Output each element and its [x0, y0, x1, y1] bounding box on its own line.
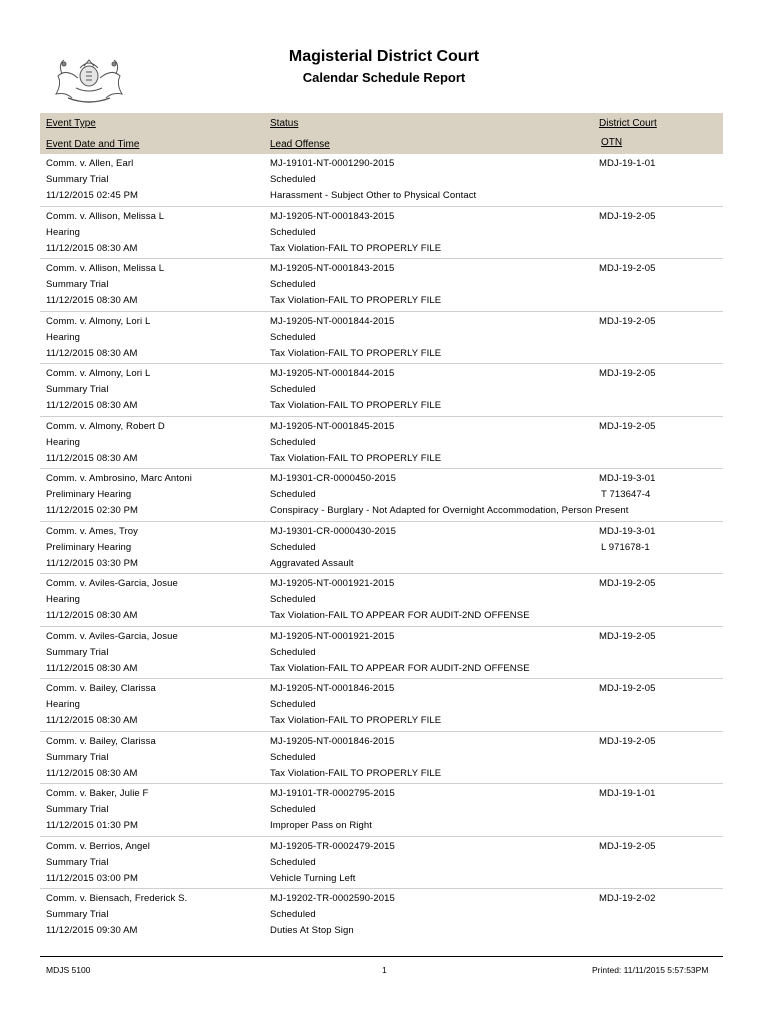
- record-row: [40, 836, 723, 888]
- record-docket: MJ-19205-NT-0001921-2015: [270, 578, 395, 589]
- record-event-type: Summary Trial: [46, 646, 109, 658]
- record-lead-offense: Improper Pass on Right: [270, 820, 372, 831]
- record-row: [40, 783, 723, 835]
- record-event-type: Hearing: [46, 331, 80, 343]
- record-caption: Comm. v. Biensach, Frederick S.: [46, 893, 188, 904]
- record-district-court: MDJ-19-2-05: [599, 420, 656, 432]
- record-event-datetime: 11/12/2015 08:30 AM: [46, 347, 138, 359]
- record-status: Scheduled: [270, 541, 316, 553]
- record-status: Scheduled: [270, 751, 316, 763]
- record-caption: Comm. v. Ambrosino, Marc Antoni: [46, 473, 192, 484]
- record-caption: Comm. v. Aviles-Garcia, Josue: [46, 630, 178, 642]
- record-lead-offense: Vehicle Turning Left: [270, 872, 356, 884]
- record-district-court: MDJ-19-1-01: [599, 158, 656, 169]
- record-district-court: MDJ-19-2-05: [599, 263, 656, 274]
- record-event-datetime: 11/12/2015 08:30 AM: [46, 452, 138, 464]
- record-status: Scheduled: [270, 436, 316, 448]
- record-caption: Comm. v. Allison, Melissa L: [46, 263, 165, 274]
- record-event-type: Preliminary Hearing: [46, 541, 132, 553]
- record-event-datetime: 11/12/2015 08:30 AM: [46, 610, 138, 621]
- record-docket: MJ-19301-CR-0000450-2015: [270, 473, 396, 484]
- record-status: Scheduled: [270, 226, 316, 238]
- record-row: [40, 363, 723, 415]
- record-event-datetime: 11/12/2015 03:30 PM: [46, 557, 139, 569]
- record-lead-offense: Tax Violation-FAIL TO APPEAR FOR AUDIT-2ND OFFENSE: [270, 662, 530, 674]
- header-status: Status: [270, 118, 299, 129]
- record-district-court: MDJ-19-3-01: [599, 525, 656, 537]
- record-district-court: MDJ-19-2-05: [599, 630, 656, 642]
- record-district-court: MDJ-19-3-01: [599, 473, 656, 484]
- record-row: [40, 153, 723, 205]
- record-event-type: Summary Trial: [46, 174, 109, 185]
- record-docket: MJ-19205-NT-0001844-2015: [270, 368, 395, 379]
- record-event-type: Summary Trial: [46, 279, 109, 290]
- record-lead-offense: Tax Violation-FAIL TO PROPERLY FILE: [270, 295, 442, 306]
- record-caption: Comm. v. Bailey, Clarissa: [46, 683, 156, 694]
- footer-page-number: 1: [382, 965, 387, 975]
- record-district-court: MDJ-19-2-05: [599, 578, 656, 589]
- record-status: Scheduled: [270, 384, 316, 395]
- record-event-datetime: 11/12/2015 02:30 PM: [46, 505, 139, 516]
- record-docket: MJ-19101-NT-0001290-2015: [270, 158, 395, 169]
- record-event-type: Summary Trial: [46, 856, 109, 868]
- header-event-type: Event Type: [46, 118, 96, 129]
- record-status: Scheduled: [270, 856, 316, 868]
- record-status: Scheduled: [270, 594, 316, 605]
- record-caption: Comm. v. Allison, Melissa L: [46, 210, 165, 222]
- record-caption: Comm. v. Berrios, Angel: [46, 840, 151, 852]
- record-status: Scheduled: [270, 489, 316, 500]
- record-status: Scheduled: [270, 331, 316, 343]
- record-event-datetime: 11/12/2015 03:00 PM: [46, 872, 139, 884]
- footer-form-id: MDJS 5100: [46, 965, 91, 975]
- record-lead-offense: Tax Violation-FAIL TO PROPERLY FILE: [270, 400, 442, 411]
- record-otn: T 713647-4: [601, 489, 651, 500]
- header-event-date-time: Event Date and Time: [46, 139, 140, 150]
- record-status: Scheduled: [270, 699, 316, 710]
- record-row: [40, 888, 723, 940]
- record-event-type: Preliminary Hearing: [46, 489, 132, 500]
- report-title: Magisterial District Court: [288, 48, 480, 65]
- record-row: [40, 258, 723, 310]
- record-docket: MJ-19205-NT-0001845-2015: [270, 420, 395, 432]
- record-caption: Comm. v. Almony, Robert D: [46, 420, 165, 432]
- record-status: Scheduled: [270, 909, 316, 920]
- record-event-type: Hearing: [46, 226, 80, 238]
- record-lead-offense: Tax Violation-FAIL TO PROPERLY FILE: [270, 715, 442, 726]
- record-lead-offense: Tax Violation-FAIL TO APPEAR FOR AUDIT-2ND OFFENSE: [270, 610, 530, 621]
- record-lead-offense: Tax Violation-FAIL TO PROPERLY FILE: [270, 242, 442, 254]
- record-caption: Comm. v. Baker, Julie F: [46, 788, 149, 799]
- record-lead-offense: Duties At Stop Sign: [270, 925, 354, 936]
- record-district-court: MDJ-19-2-05: [599, 735, 656, 747]
- record-event-datetime: 11/12/2015 01:30 PM: [46, 820, 139, 831]
- record-docket: MJ-19202-TR-0002590-2015: [270, 893, 395, 904]
- record-row: [40, 311, 723, 363]
- record-district-court: MDJ-19-2-05: [599, 210, 656, 222]
- record-lead-offense: Tax Violation-FAIL TO PROPERLY FILE: [270, 452, 442, 464]
- record-caption: Comm. v. Almony, Lori L: [46, 368, 151, 379]
- record-status: Scheduled: [270, 646, 316, 658]
- record-caption: Comm. v. Aviles-Garcia, Josue: [46, 578, 178, 589]
- record-docket: MJ-19101-TR-0002795-2015: [270, 788, 395, 799]
- record-event-type: Hearing: [46, 699, 80, 710]
- record-status: Scheduled: [270, 174, 316, 185]
- record-lead-offense: Harassment - Subject Other to Physical Contact: [270, 190, 477, 201]
- record-event-datetime: 11/12/2015 08:30 AM: [46, 662, 138, 674]
- record-event-datetime: 11/12/2015 09:30 AM: [46, 925, 138, 936]
- record-event-type: Hearing: [46, 594, 80, 605]
- record-docket: MJ-19205-NT-0001846-2015: [270, 735, 395, 747]
- record-event-datetime: 11/12/2015 08:30 AM: [46, 295, 138, 306]
- record-event-datetime: 11/12/2015 02:45 PM: [46, 190, 139, 201]
- record-docket: MJ-19205-NT-0001846-2015: [270, 683, 395, 694]
- record-lead-offense: Tax Violation-FAIL TO PROPERLY FILE: [270, 767, 442, 779]
- record-event-datetime: 11/12/2015 08:30 AM: [46, 242, 138, 254]
- record-row: [40, 206, 723, 258]
- record-district-court: MDJ-19-2-02: [599, 893, 656, 904]
- record-row: [40, 468, 723, 520]
- record-event-datetime: 11/12/2015 08:30 AM: [46, 400, 138, 411]
- record-event-type: Summary Trial: [46, 384, 109, 395]
- header-otn: OTN: [601, 137, 623, 148]
- record-status: Scheduled: [270, 279, 316, 290]
- record-event-type: Summary Trial: [46, 804, 109, 815]
- record-lead-offense: Conspiracy - Burglary - Not Adapted for Overnight Accommodation, Person Present: [270, 505, 629, 516]
- header-district-court: District Court: [599, 118, 657, 129]
- record-docket: MJ-19205-NT-0001921-2015: [270, 630, 395, 642]
- record-caption: Comm. v. Ames, Troy: [46, 525, 138, 537]
- record-caption: Comm. v. Bailey, Clarissa: [46, 735, 156, 747]
- record-district-court: MDJ-19-2-05: [599, 840, 656, 852]
- record-caption: Comm. v. Almony, Lori L: [46, 315, 151, 327]
- record-docket: MJ-19301-CR-0000430-2015: [270, 525, 396, 537]
- record-docket: MJ-19205-NT-0001844-2015: [270, 315, 395, 327]
- record-row: [40, 626, 723, 678]
- record-docket: MJ-19205-NT-0001843-2015: [270, 263, 395, 274]
- record-row: [40, 416, 723, 468]
- report-subtitle: Calendar Schedule Report: [302, 70, 466, 85]
- record-status: Scheduled: [270, 804, 316, 815]
- footer-rule: [40, 956, 723, 957]
- record-lead-offense: Tax Violation-FAIL TO PROPERLY FILE: [270, 347, 442, 359]
- record-event-type: Hearing: [46, 436, 80, 448]
- record-event-datetime: 11/12/2015 08:30 AM: [46, 767, 138, 779]
- record-district-court: MDJ-19-2-05: [599, 368, 656, 379]
- record-caption: Comm. v. Allen, Earl: [46, 158, 134, 169]
- record-district-court: MDJ-19-1-01: [599, 788, 656, 799]
- record-row: [40, 731, 723, 783]
- record-otn: L 971678-1: [601, 541, 650, 553]
- record-row: [40, 678, 723, 730]
- record-docket: MJ-19205-NT-0001843-2015: [270, 210, 395, 222]
- record-event-type: Summary Trial: [46, 909, 109, 920]
- record-district-court: MDJ-19-2-05: [599, 315, 656, 327]
- record-event-datetime: 11/12/2015 08:30 AM: [46, 715, 138, 726]
- record-row: [40, 521, 723, 573]
- record-docket: MJ-19205-TR-0002479-2015: [270, 840, 395, 852]
- record-district-court: MDJ-19-2-05: [599, 683, 656, 694]
- record-event-type: Summary Trial: [46, 751, 109, 763]
- record-row: [40, 573, 723, 625]
- header-lead-offense: Lead Offense: [270, 139, 330, 150]
- footer-printed: Printed: 11/11/2015 5:57:53PM: [592, 965, 709, 975]
- record-lead-offense: Aggravated Assault: [270, 557, 354, 569]
